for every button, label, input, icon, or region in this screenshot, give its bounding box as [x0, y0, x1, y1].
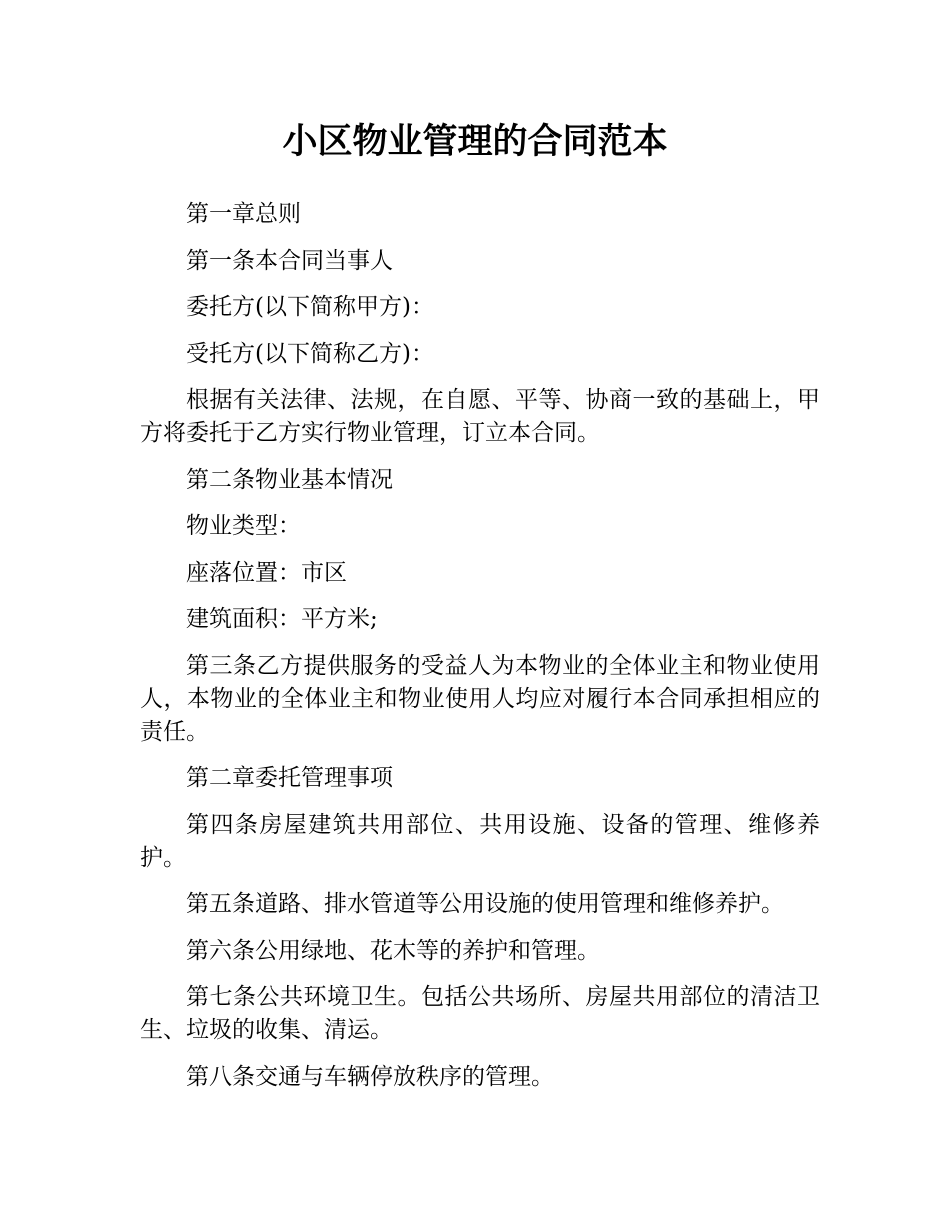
paragraph: 第七条公共环境卫生。包括公共场所、房屋共用部位的清洁卫生、垃圾的收集、清运。: [140, 984, 820, 1043]
article-heading: 第二条物业基本情况: [186, 466, 393, 493]
paragraph: 第八条交通与车辆停放秩序的管理。: [186, 1063, 554, 1090]
paragraph: 第四条房屋建筑共用部位、共用设施、设备的管理、维修养护。: [140, 811, 820, 871]
paragraph: 第五条道路、排水管道等公用设施的使用管理和维修养护。: [186, 891, 784, 917]
property-location-line: 座落位置：市区: [186, 559, 347, 586]
paragraph: 第六条公用绿地、花木等的养护和管理。: [186, 937, 600, 964]
paragraph: 根据有关法律、法规，在自愿、平等、协商一致的基础上，甲方将委托于乙方实行物业管理，订立本合同。: [140, 387, 820, 446]
article-heading: 第一条本合同当事人: [186, 247, 393, 274]
chapter-heading: 第一章总则: [186, 201, 301, 227]
paragraph: 第三条乙方提供服务的受益人为本物业的全体业主和物业使用人，本物业的全体业主和物业使用人均应对履行本合同承担相应的责任。: [140, 652, 820, 745]
chapter-heading: 第二章委托管理事项: [186, 765, 393, 791]
party-b-line: 受托方(以下简称乙方)：: [186, 340, 434, 367]
document-body: [140, 198, 820, 1107]
building-area-line: 建筑面积：平方米;: [186, 606, 378, 632]
property-type-line: 物业类型：: [186, 513, 301, 539]
document-title: 小区物业管理的合同范本: [282, 122, 668, 162]
party-a-line: 委托方(以下简称甲方)：: [186, 294, 434, 320]
